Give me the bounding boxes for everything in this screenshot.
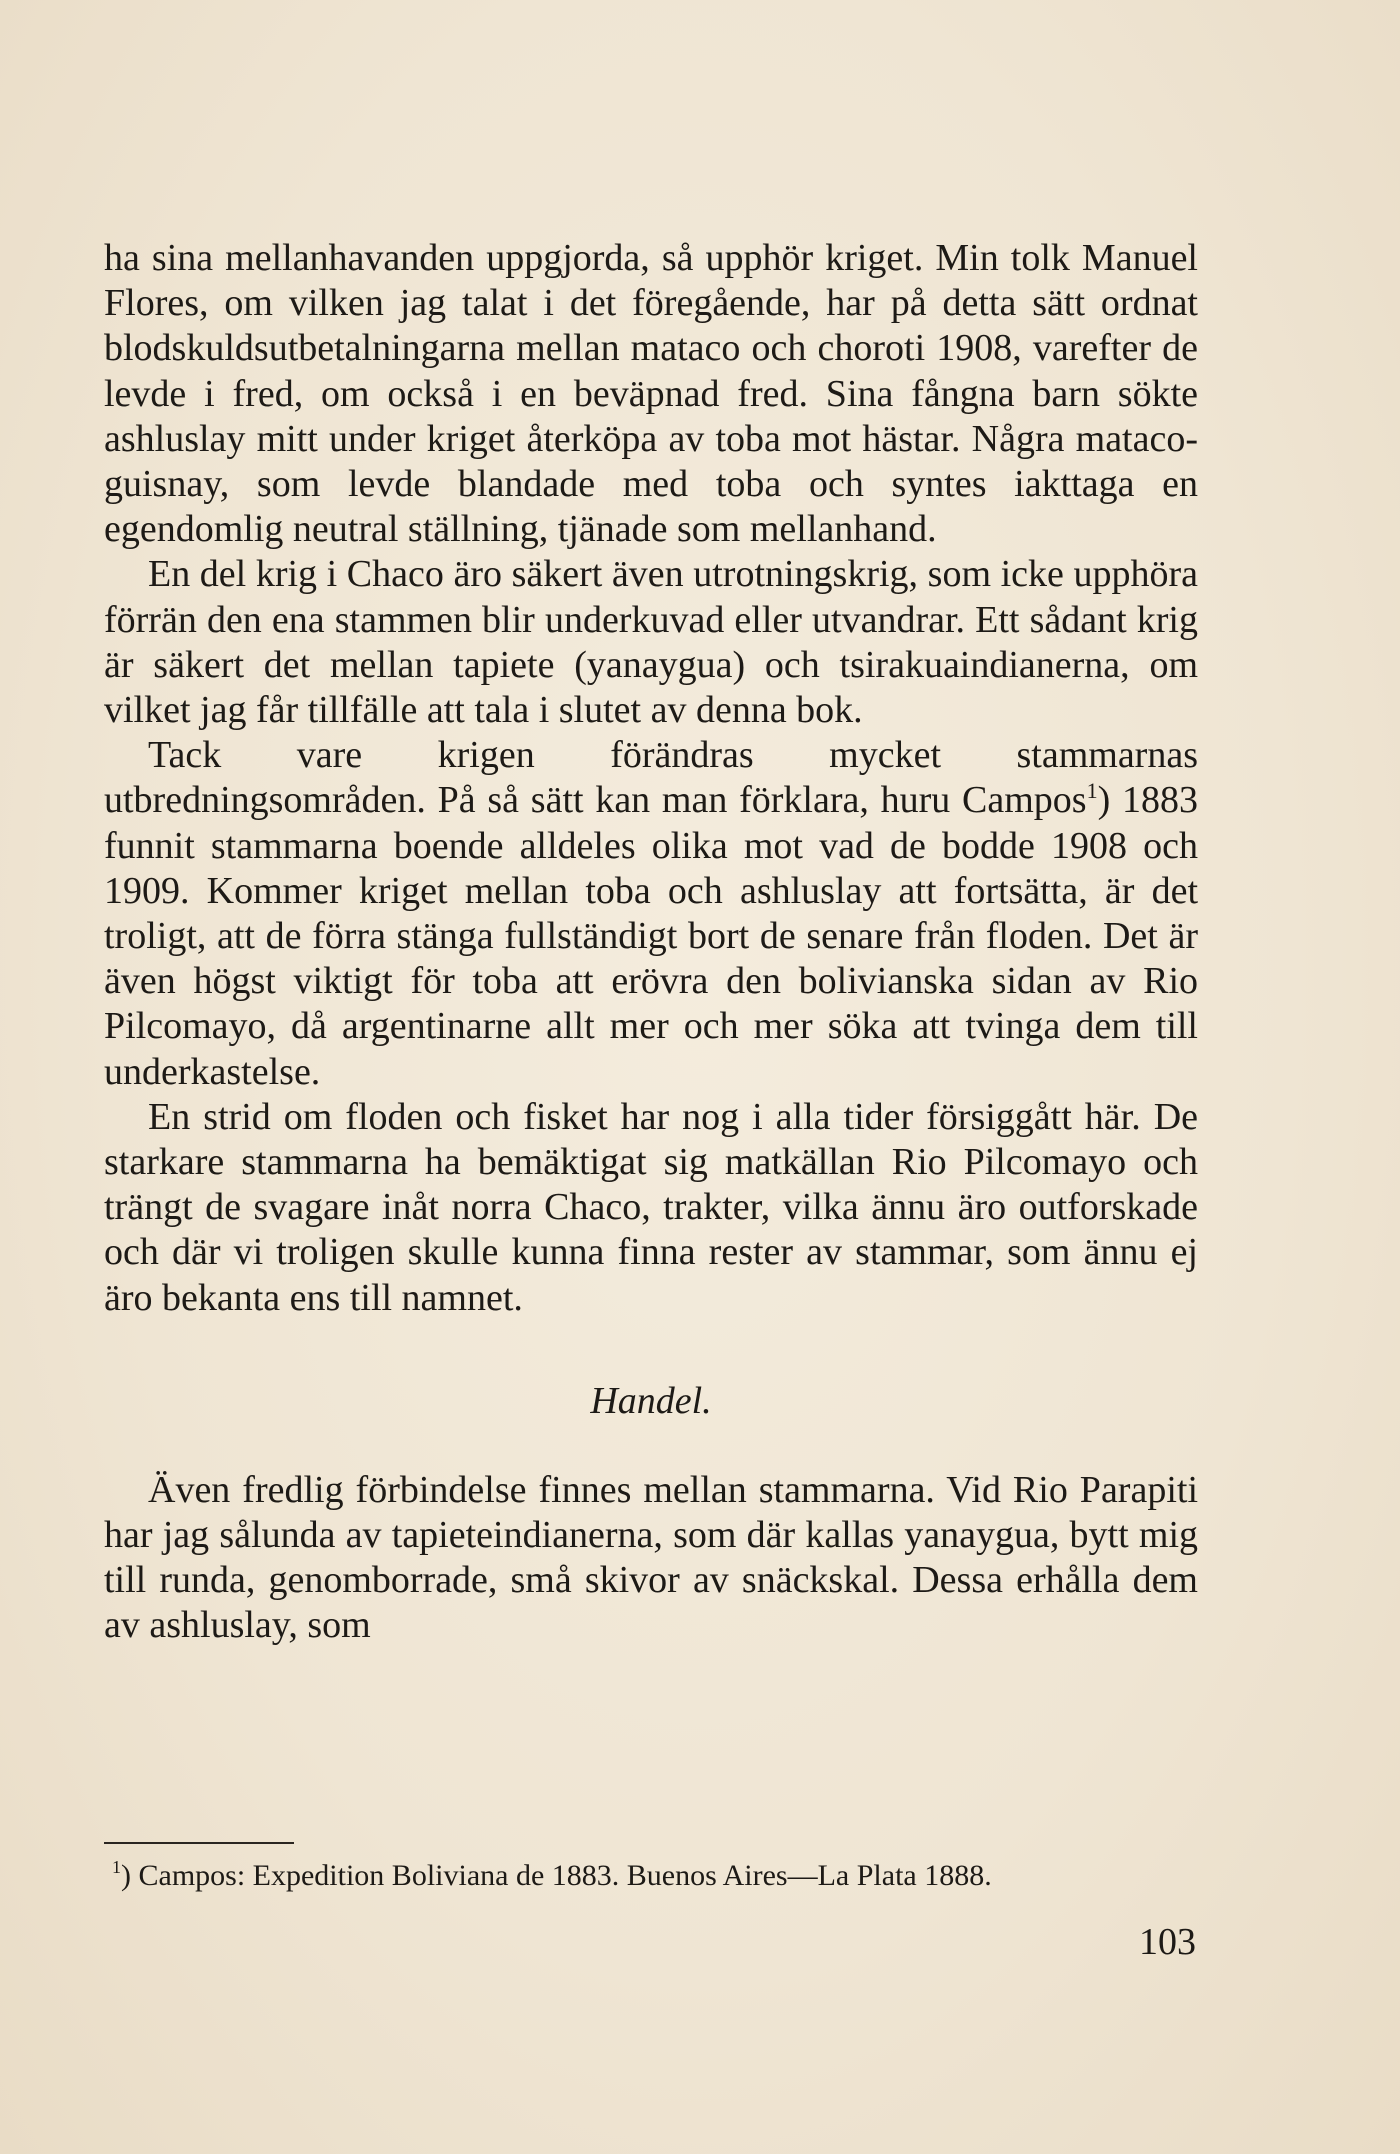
paragraph-2: En del krig i Chaco äro säkert även utrotningskrig, som icke upphöra förrän den ena stammen blir underkuvad eller utvandrar. Ett sådant krig är säkert det mellan tapiete (yanaygua) och tsirakuaindianerna, om vilket jag får tillfälle att tala i slutet av denna bok. (104, 553, 1198, 732)
footnote-marker: 1 (112, 1857, 121, 1877)
page-number: 103 (1139, 1921, 1196, 1963)
footnote-text: ) Campos: Expedition Boliviana de 1883. Buenos Aires—La Plata 1888. (121, 1859, 992, 1892)
paragraph-3-part-1: Tack vare krigen förändras mycket stammarnas utbredningsområden. På så sätt kan man förklara, huru Campos (104, 734, 1198, 822)
footnote-divider (104, 1842, 294, 1844)
footnote-reference: 1 (1086, 778, 1098, 804)
paragraph-4: En strid om floden och fisket har nog i alla tider försiggått här. De starkare stammarna ha bemäktigat sig matkällan Rio Pilcomayo och trängt de svagare inåt norra Chaco, trakter, vilka ännu äro outforskade och där vi troligen skulle kunna finna rester av stammar, som ännu ej äro bekanta ens till namnet. (104, 1095, 1198, 1319)
paragraph-1: ha sina mellanhavanden uppgjorda, så upphör kriget. Min tolk Manuel Flores, om vilken jag talat i det föregående, har på detta sätt ordnat blodskuldsutbetalningarna mellan mataco och choroti 1908, varefter de levde i fred, om också i en beväpnad fred. Sina fångna barn sökte ashluslay mitt under kriget återköpa av toba mot hästar. Några mataco-guisnay, som levde blandade med toba och syntes iakttaga en egendomlig neutral ställning, tjänade som mellanhand. (104, 237, 1198, 551)
main-text (104, 236, 1198, 1649)
paragraph-3-part-2: ) 1883 funnit stammarna boende alldeles olika mot vad de bodde 1908 och 1909. Kommer kriget mellan toba och ashluslay att fortsätta, är det troligt, att de förra stänga fullständigt bort de senare från floden. Det är även högst viktigt för toba att erövra den bolivianska sidan av Rio Pilcomayo, då argentinarne allt mer och mer söka att tvinga dem till underkastelse. (104, 779, 1199, 1093)
paragraph-5: Även fredlig förbindelse finnes mellan stammarna. Vid Rio Parapiti har jag sålunda av tapieteindianerna, som där kallas yanaygua, bytt mig till runda, genomborrade, små skivor av snäckskal. Dessa erhålla dem av ashluslay, som (104, 1468, 1198, 1647)
section-heading: Handel. (590, 1379, 712, 1422)
paragraph-3 (104, 733, 1198, 1095)
footnote (112, 1856, 1192, 1896)
